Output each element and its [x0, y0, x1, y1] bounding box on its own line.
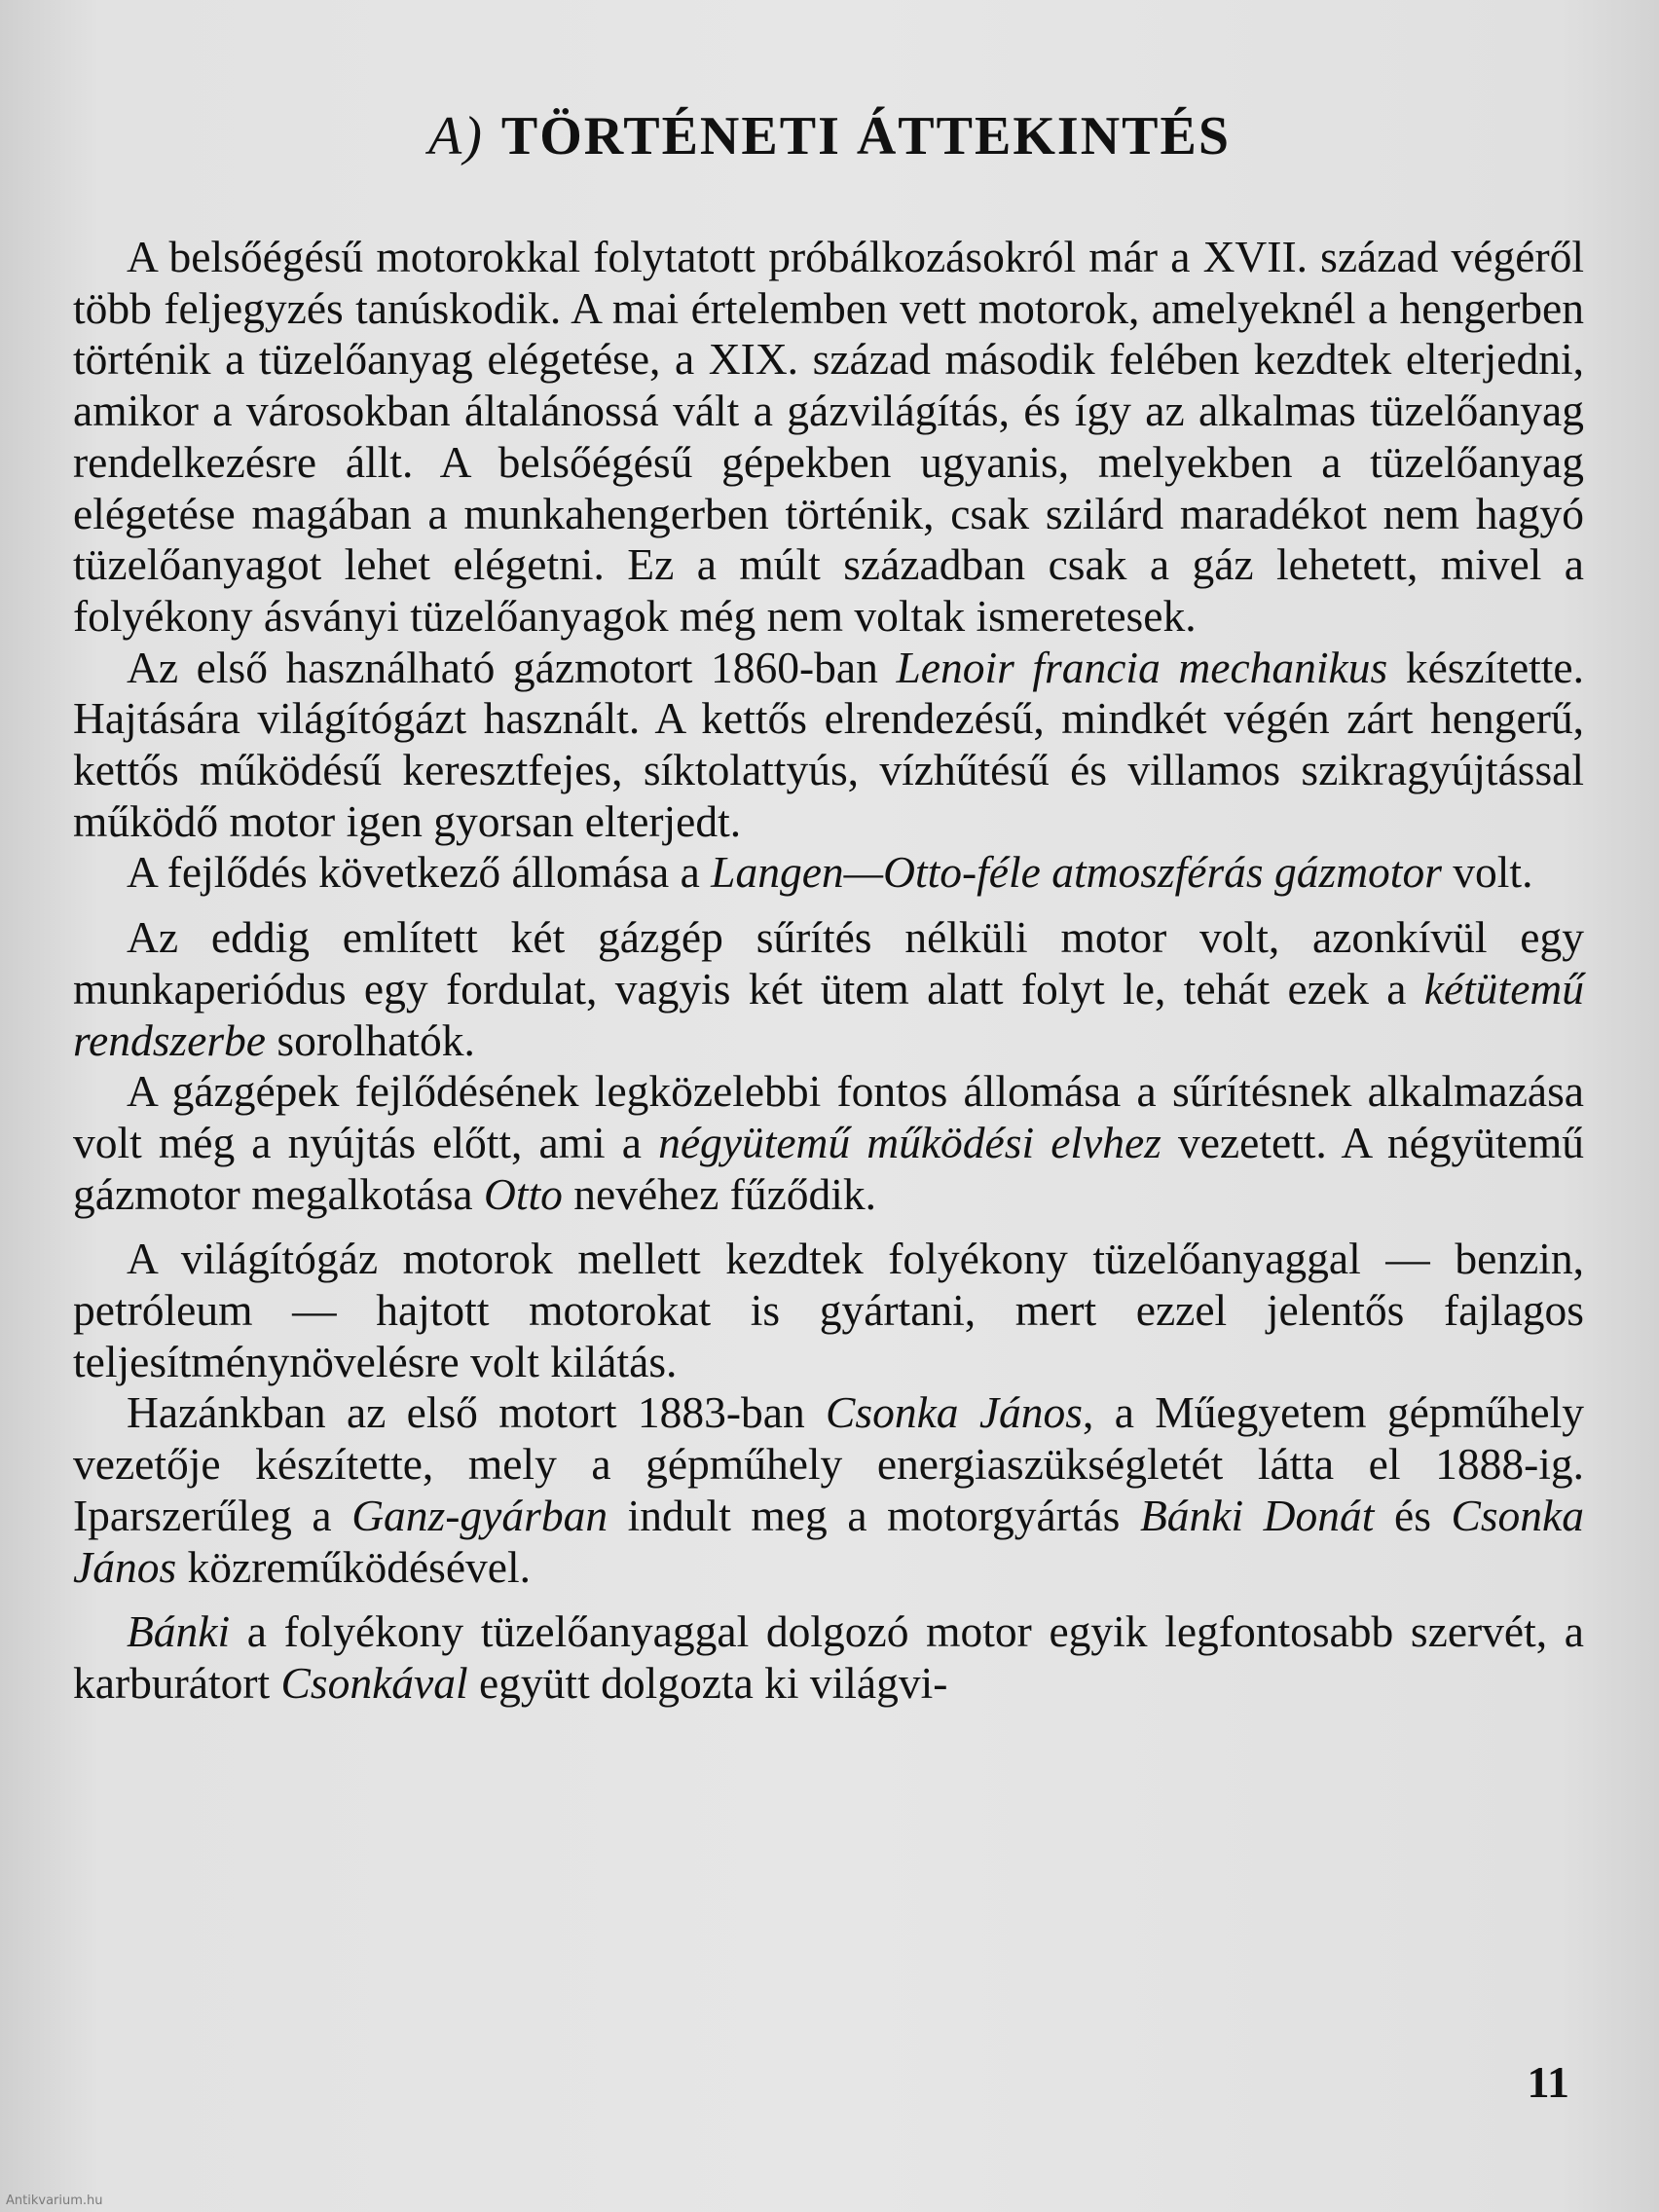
text-run: a folyékony tüzelőanyaggal dolgozó motor egyik legfontosabb szervét, a karburátort: [73, 1606, 1584, 1708]
paragraph: [73, 1606, 1584, 1709]
body-text: [73, 232, 1584, 1710]
italic-text: Csonka János: [73, 1490, 1584, 1592]
italic-text: négyütemű működési elvhez: [658, 1117, 1161, 1167]
paragraph: [73, 643, 1584, 848]
section-title: TÖRTÉNETI ÁTTEKINTÉS: [500, 106, 1232, 166]
text-run: Az első használható gázmotort 1860-ban: [127, 642, 897, 692]
watermark: Antikvarium.hu: [6, 2194, 103, 2208]
text-run: Hazánkban az első motort 1883-ban: [127, 1387, 827, 1438]
text-run: készítette. Hajtására világítógázt használt. A kettős elrendezésű, mindkét végén zárt hengerű, kettős működésű keresztfejes, síktolattyús, vízhűtésű és villamos szikragyújtással működő motor igen gyorsan elterjedt.: [73, 642, 1584, 846]
paragraph: [73, 847, 1584, 899]
section-heading: [0, 105, 1659, 167]
text-run: Az eddig említett két gázgép sűrítés nélküli motor volt, azonkívül egy munkaperiódus egy fordulat, vagyis két ütem alatt folyt le, tehát ezek a: [73, 912, 1584, 1014]
text-run: indult meg a motorgyártás: [608, 1490, 1140, 1540]
page-number: 11: [1527, 2057, 1569, 2107]
text-run: A fejlődés következő állomása a: [127, 847, 712, 898]
paragraph: [73, 1387, 1584, 1593]
section-label: A): [427, 106, 484, 166]
paragraph: [73, 232, 1584, 643]
italic-text: Lenoir francia mechanikus: [896, 642, 1388, 692]
paragraph: [73, 1066, 1584, 1220]
text-run: A világítógáz motorok mellett kezdtek folyékony tüzelőanyaggal — benzin, petróleum — hajtott motorokat is gyártani, mert ezzel jelentős fajlagos teljesítménynövelésre volt kilátás.: [73, 1234, 1584, 1386]
paragraph: [73, 1234, 1584, 1387]
text-run: nevéhez fűződik.: [562, 1168, 877, 1219]
text-run: vezetett. A négyütemű gázmotor megalkotása: [73, 1117, 1585, 1219]
italic-text: Ganz-gyárban: [351, 1490, 608, 1540]
italic-text: kétütemű rendszerbe: [73, 963, 1584, 1065]
italic-text: Otto: [484, 1168, 563, 1219]
italic-text: Bánki: [127, 1606, 231, 1657]
text-run: együtt dolgozta ki világvi-: [467, 1657, 948, 1708]
italic-text: Csonkával: [280, 1657, 468, 1708]
text-run: A belsőégésű motorokkal folytatott próbálkozásokról már a XVII. század végéről több feljegyzés tanúskodik. A mai értelemben vett motorok, amelyeknél a hengerben történik a tüzelőanyag elégetése, a XIX. század második felében kezdtek elterjedni, amikor a városokban általánossá vált a gázvilágítás, és így az alkalmas tüzelőanyag rendelkezésre állt. A belsőégésű gépekben ugyanis, melyekben a tüzelőanyag elégetése magában a munkahengerben történik, csak szilárd maradékot nem hagyó tüzelőanyagot lehet elégetni. Ez a múlt században csak a gáz lehetett, mivel a folyékony ásványi tüzelőanyagok még nem voltak ismeretesek.: [73, 232, 1584, 641]
text-run: közreműködésével.: [176, 1541, 532, 1592]
text-run: sorolhatók.: [265, 1014, 475, 1065]
italic-text: Langen—Otto-féle atmoszférás gázmotor: [711, 847, 1442, 898]
italic-text: Bánki Donát: [1139, 1490, 1375, 1540]
text-run: volt.: [1441, 847, 1533, 898]
italic-text: Csonka János: [826, 1387, 1084, 1438]
paragraph: [73, 912, 1584, 1066]
text-run: A gázgépek fejlődésének legközelebbi fontos állomása a sűrítésnek alkalmazása volt még a nyújtás előtt, ami a: [73, 1066, 1584, 1167]
text-run: , a Műegyetem gépműhely vezetője készítette, mely a gépműhely energiaszükségletét látta el 1888-ig. Iparszerűleg a: [73, 1387, 1585, 1540]
text-run: és: [1374, 1490, 1452, 1540]
